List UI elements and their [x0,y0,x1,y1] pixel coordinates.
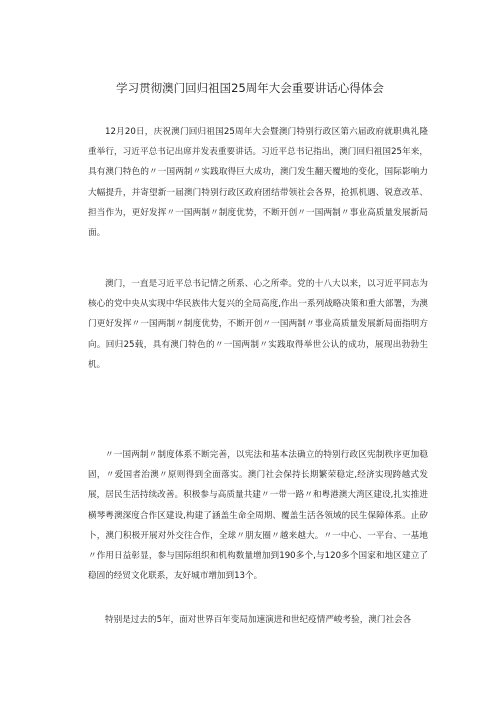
paragraph-2: 澳门，一直是习近平总书记情之所系、心之所牵。党的十八大以来，以习近平同志为核心的党中央从实现中华民族伟大复兴的全局高度,作出一系列战略决策和重大部署，为澳门更好发挥〃一国两制〃制度优势，不断开创〃一国两制〃事业高质量发展新局面指明方向。回归25载，具有澳门特色的〃一国两制〃实践取得举世公认的成功，展现出勃勃生机。 [88,279,428,370]
paragraph-3: 〃一国两制〃制度体系不断完善，以宪法和基本法确立的特别行政区宪制秩序更加稳固，〃爱国者治澳〃原则得到全面落实。澳门社会保持长期繁荣稳定,经济实现跨越式发展，居民生活持续改善。积极参与高质量共建〃一带一路〃和粤港澳大湾区建设,扎实推进横琴粤澳深度合作区建设,构建了涵盖生命全周期、覆盖生活各领域的民生保障体系。止矽卜，澳门积极开展对外交往合作，全球〃朋友圈〃越来越大。〃一中心、一平台、一基地〃作用日益彰显，参与国际组织和机构数量增加到190多个,与120多个国家和地区建立了稳固的经贸文化联系，友好城市增加到13个。 [88,450,428,582]
document-title: 学习贯彻澳门回归祖国25周年大会重要讲话心得体会 [116,81,384,95]
paragraph-4: 特别是过去的5年，面对世界百年变局加速演进和世纪疫情严峻考验，澳门社会各 [105,615,412,625]
paragraph-1: 12月20日，庆祝澳门回归祖国25周年大会暨澳门特别行政区第六届政府就职典礼隆重举行，习近平总书记出席并发表重要讲话。习近平总书记指出，澳门回归祖国25年来，具有澳门特色的〃一国两制〃实践取得巨大成功，澳门发生翻天覆地的变化，国际影响力大幅提升，并寄望新一届澳门特别行政区政府团结带领社会各界，抢抓机遇、锐意改革、担当作为，更好发挥〃一国两制〃制度优势，不断开创〃一国两制〃事业高质量发展新局面。 [88,127,428,239]
